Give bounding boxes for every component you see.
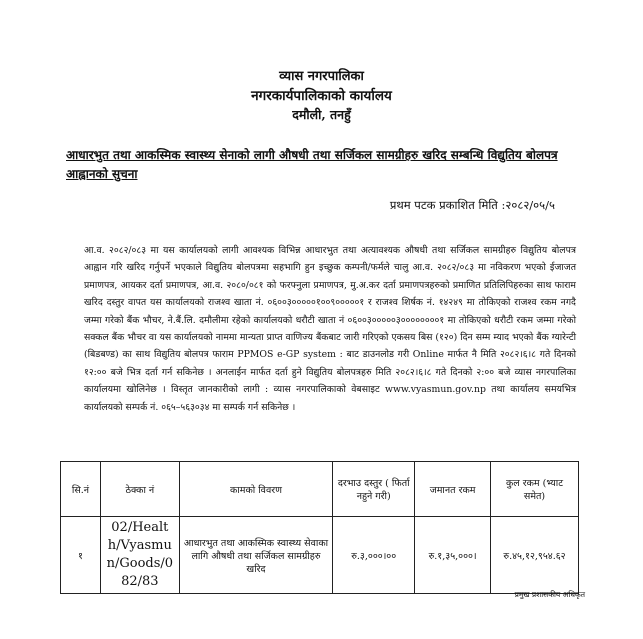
cell-description: आधारभुत तथा आकस्मिक स्वास्थ्य सेवाका लागि औषधी तथा सर्जिकल सामग्रीहरु खरिद	[179, 517, 333, 594]
header-security: जमानत रकम	[415, 462, 491, 517]
signature-title: प्रमुख प्रशासकीय अधिकृत	[514, 590, 585, 599]
published-date: प्रथम पटक प्रकाशित मिति :२०८२/०५/५	[389, 198, 555, 212]
header-total: कुल रकम (भ्याट समेत)	[491, 462, 579, 517]
cell-fee: रु.३,०००।००	[333, 517, 415, 594]
header-tender-no: ठेक्का नं	[100, 462, 179, 517]
cell-security: रु.१,३५,०००।	[415, 517, 491, 594]
header-sn: सि.नं	[61, 462, 101, 517]
cell-total: रु.४५,१२,९५४.६२	[491, 517, 579, 594]
notice-subject: आधारभुत तथा आकस्मिक स्वास्थ्य सेनाको लागी औषधी तथा सर्जिकल सामग्रीहरु खरिद सम्बन्धि विद्युतिय बोलपत्र आह्वानको सुचना	[66, 148, 558, 181]
table-row	[61, 517, 579, 594]
table-header-row	[61, 462, 579, 517]
cell-sn: १	[61, 517, 101, 594]
municipality-name: व्यास नगरपालिका	[279, 69, 364, 84]
tender-no-text: 02/Health/Vyasmun/Goods/082/83	[106, 520, 174, 589]
notice-body: आ.व. २०८२/०८३ मा यस कार्यालयको लागी आवश्यक विभिन्न आधारभुत तथा अत्यावश्यक औषधी तथा सर्जिकल सामग्रीहरु विद्युतिय बोलपत्र आह्वान गरि खरिद गर्नुपर्ने भएकाले विद्युतिय बोलपत्रमा सहभागि हुन इच्छुक कम्पनी/फर्मले चालु आ.व. २०८२/०८३ मा नविकरण भएको ईजाजत प्रमाणपत्र, आयकर दर्ता प्रमाणपत्र, आ.व. २०८०/०८१ को फरफ्नुला प्रमाणपत्र, मु.अ.कर दर्ता प्रमाणपत्रहरुको प्रमाणित प्रतिलिपिहरुका साथ फाराम खरिद दस्तुर वापत यस कार्यालयको राजश्व खाता नं. ०६००३०००००१००९०००००१ र राजश्व शिर्षक नं. १४२४९ मा तोकिएको राजश्व रकम नगदै जम्मा गरेको बैंक भौचर, ने.बैं.लि. दमौलीमा रहेको कार्यालयको धरौटी खाता नं ०६००३०००००३००००००००१ मा तोकिएको धरौटी रकम जम्मा गरेको सक्कल बैंक भौचर वा यस कार्यालयको नाममा मान्यता प्राप्त वाणिज्य बैंकबाट जारी गरिएको एकसय बिस (१२०) दिन सम्म म्याद भएको बैंक ग्यारेन्टी (बिडबण्ड) का साथ विद्युतिय बोलपत्र फाराम PPMOS e-GP system : बाट डाउनलोड गरी Online मार्फत नै मिति २०८२।६।८ गते दिनको १२:०० बजे भित्र दर्ता गर्न सकिनेछ । अनलाईन मार्फत दर्ता हुने विद्युतिय बोलपत्रहरु मिति २०८२।६।८ गते दिनको २:०० बजे व्यास नगरपालिका कार्यालयमा खोलिनेछ । विस्तृत जानकारीको लागी : व्यास नगरपालिकाको वेबसाइट www.vyasmun.gov.np तथा कार्यालय समयभित्र कार्यालयको सम्पर्क नं. ०६५–५६३०३४ मा सम्पर्क गर्न सकिनेछ ।	[84, 245, 576, 413]
cell-tender-no	[100, 517, 179, 594]
office-address: दमौली, तनहुँ	[292, 107, 351, 122]
office-name: नगरकार्यपालिकाको कार्यालय	[251, 88, 392, 104]
header-fee: दरभाउ दस्तुर ( फिर्ता नहुने गरी)	[333, 462, 415, 517]
header-description: कामको विवरण	[179, 462, 333, 517]
tender-table	[60, 461, 579, 594]
